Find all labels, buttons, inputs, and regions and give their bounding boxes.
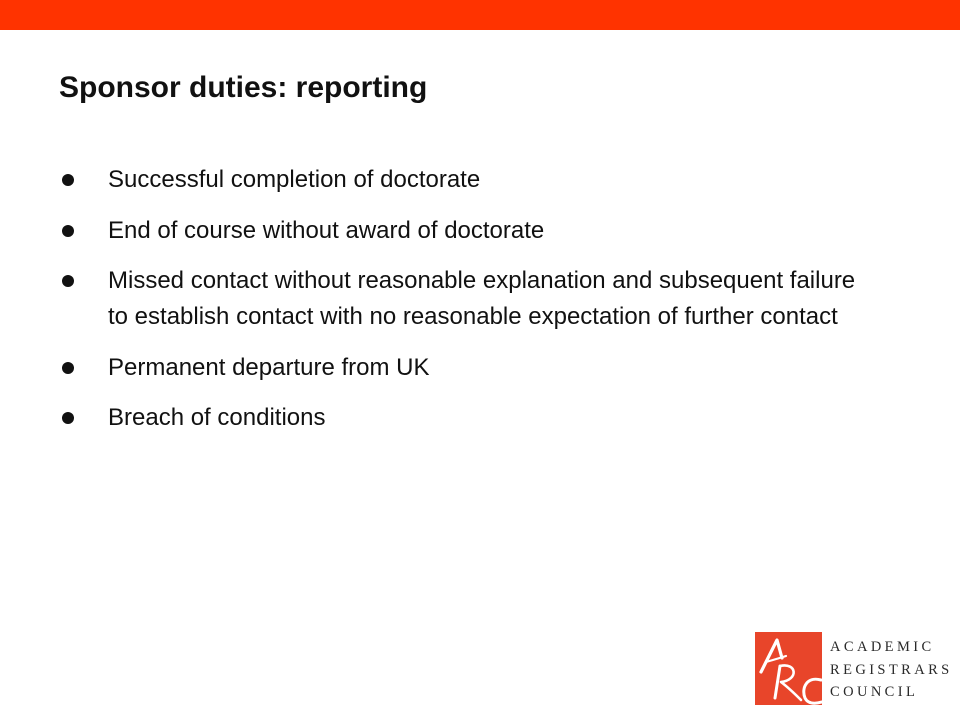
top-accent-bar [0, 0, 960, 30]
bullet-dot-icon [62, 412, 74, 424]
bullet-list [60, 162, 860, 451]
bullet-dot-icon [62, 275, 74, 287]
bullet-item [60, 400, 860, 436]
logo-wordmark [830, 636, 953, 704]
arc-logo-mark-icon [755, 632, 822, 705]
logo-line-council: COUNCIL [830, 684, 919, 700]
bullet-item [60, 162, 860, 198]
bullet-text: End of course without award of doctorate [108, 216, 545, 244]
bullet-item [60, 213, 860, 249]
bullet-dot-icon [62, 362, 74, 374]
arc-logo [755, 632, 960, 718]
bullet-dot-icon [62, 174, 74, 186]
bullet-text: Missed contact without reasonable explanation and subsequent failure to establish contact with no reasonable expectation of further contact [108, 267, 856, 330]
bullet-text: Breach of conditions [108, 404, 326, 431]
slide-title: Sponsor duties: reporting [59, 71, 428, 104]
bullet-text: Successful completion of doctorate [108, 166, 481, 193]
bullet-item [60, 350, 860, 386]
logo-line-academic: ACADEMIC [830, 639, 935, 655]
bullet-dot-icon [62, 225, 74, 237]
bullet-text: Permanent departure from UK [108, 353, 430, 381]
logo-line-registrars: REGISTRARS [830, 661, 953, 678]
bullet-item [60, 263, 860, 335]
